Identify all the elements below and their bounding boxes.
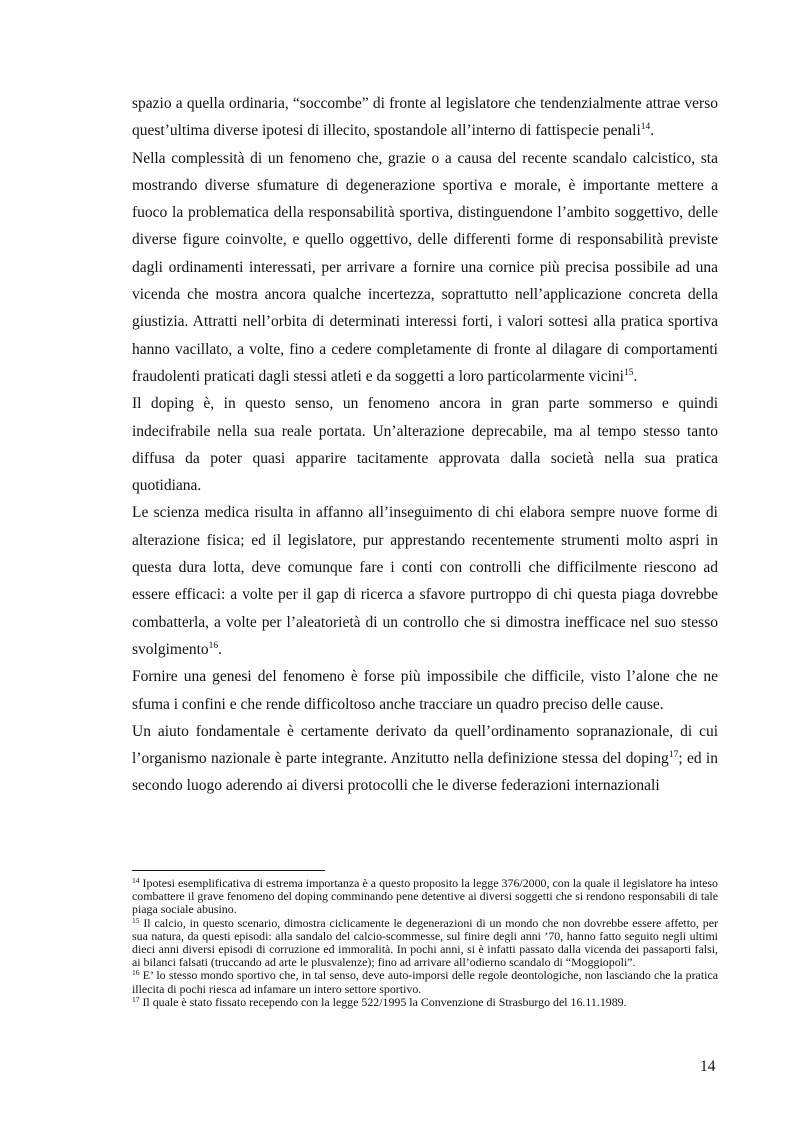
footnote: $^{16}$ E’ lo stesso mondo sportivo che, in tal senso, deve auto-imporsi delle regole deontologiche, non lasciando che la pratica illecita di pochi riesca ad infamare un intero settore sportivo. (132, 968, 718, 996)
paragraph: Il doping è, in questo senso, un fenomeno ancora in gran parte sommerso e quindi indecifrabile nella sua reale portata. Un’alterazione deprecabile, ma al tempo stesso tanto diffusa da poter quasi apparire tacitamente approvata dalla società nella sua pratica quotidiana. (132, 395, 718, 495)
paragraph: Un aiuto fondamentale è certamente derivato da quell’ordinamento sopranazionale, di cui l’organismo nazionale è parte integrante. Anzitutto nella definizione stessa del doping$^{17}$; ed in secondo luogo aderendo ai diversi protocolli che le diverse federazioni internazionali (132, 722, 718, 795)
paragraph: Nella complessità di un fenomeno che, grazie o a causa del recente scandalo calcistico, sta mostrando diverse sfumature di degenerazione sportiva e morale, è importante mettere a fuoco la problematica della responsabilità sportiva, distinguendone l’ambito soggettivo, delle diverse figure coinvolte, e quello oggettivo, delle differenti forme di responsabilità previste dagli ordinamenti interessati, per arrivare a fornire una cornice più precisa possibile ad una vicenda che mostra ancora qualche incertezza, soprattutto nell’applicazione concreta della giustizia. Attratti nell’orbita di determinati interessi forti, i valori sottesi alla pratica sportiva hanno vacillato, a volte, fino a cedere completamente di fronte al dilagare di comportamenti fraudolenti praticati dagli stessi atleti e da soggetti a loro particolarmente vicini$^{15}$. (132, 149, 718, 385)
footnote-separator (132, 870, 325, 871)
paragraph: Le scienza medica risulta in affanno all’inseguimento di chi elabora sempre nuove forme di alterazione fisica; ed il legislatore, pur apprestando recentemente strumenti molto aspri in questa dura lotta, deve comunque fare i conti con controlli che difficilmente riescono ad essere efficaci: a volte per il gap di ricerca a sfavore purtroppo di chi questa piaga dovrebbe combatterla, a volte per l’aleatorietà di un controllo che si dimostra inefficace nel suo stesso svolgimento$^{16}$. (132, 504, 718, 658)
footnote: $^{15}$ Il calcio, in questo scenario, dimostra ciclicamente le degenerazioni di un mondo che non dovrebbe essere affetto, per sua natura, da questi episodi: alla sandalo del calcio-scommesse, sul finire degli anni ’70, hanno fatto seguito negli ultimi dieci anni diversi episodi di corruzione ed immoralità. In pochi anni, si è infatti passato dalla vicenda dei passaporti falsi, ai bilanci falsati (truccando ad arte le plusvalenze); fino ad arrivare all’odierno scandalo di “Moggiopoli”. (132, 915, 718, 970)
footnote-ref[interactable]: 17 (668, 750, 679, 761)
footnote-ref[interactable]: 14 (640, 122, 651, 133)
footnote-ref[interactable]: 16 (208, 640, 219, 651)
paragraph: Fornire una genesi del fenomeno è forse più impossibile che difficile, visto l’alone che ne sfuma i confini e che rende difficoltoso anche tracciare un quadro preciso delle cause. (132, 668, 718, 713)
body-text (132, 90, 718, 800)
paragraph: spazio a quella ordinaria, “soccombe” di fronte al legislatore che tendenzialmente attrae verso quest’ultima diverse ipotesi di illecito, spostandole all’interno di fattispecie penali$^{14}$. (132, 95, 718, 140)
page-number: 14 (700, 1058, 716, 1075)
footnote-number: 17 (132, 994, 140, 1004)
footnote-number: 14 (132, 876, 140, 885)
footnote: $^{17}$ Il quale è stato fissato recependo con la legge 522/1995 la Convenzione di Strasburgo del 16.11.1989. (132, 994, 627, 1009)
footnote-number: 15 (132, 915, 140, 925)
footnote-ref[interactable]: 15 (623, 367, 634, 378)
footnotes (132, 877, 718, 1009)
footnote: $^{14}$ Ipotesi esemplificativa di estrema importanza è a questo proposito la legge 376/2000, con la quale il legislatore ha inteso combattere il grave fenomeno del doping comminando pene detentive ai diversi soggetti che si rendono responsabili di tale piaga sociale abusino. (132, 876, 718, 917)
footnote-number: 16 (132, 968, 140, 978)
